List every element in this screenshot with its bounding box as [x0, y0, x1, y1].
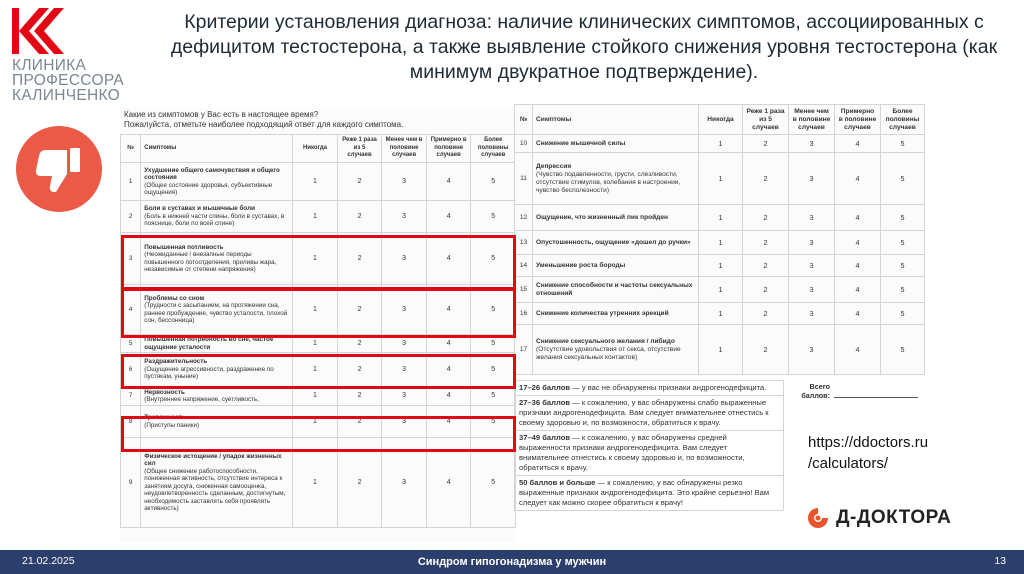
- score-option[interactable]: 1: [293, 335, 338, 353]
- symptom-name: Снижение способности и частоты сексуальных отношений: [536, 281, 693, 297]
- score-option[interactable]: 5: [881, 325, 925, 375]
- score-option[interactable]: 1: [293, 353, 338, 387]
- score-option[interactable]: 2: [337, 201, 382, 233]
- score-option[interactable]: 2: [743, 205, 789, 231]
- score-option[interactable]: 5: [881, 153, 925, 205]
- row-number: 7: [121, 387, 141, 406]
- table-row: [515, 277, 925, 303]
- row-number: 12: [515, 205, 533, 231]
- score-option[interactable]: 2: [743, 135, 789, 153]
- score-option[interactable]: 4: [426, 438, 471, 528]
- score-option[interactable]: 1: [699, 205, 743, 231]
- score-option[interactable]: 4: [426, 387, 471, 406]
- thumbs-down-badge: [16, 126, 102, 212]
- score-option[interactable]: 3: [789, 255, 835, 277]
- symptoms-table-right: [514, 104, 925, 375]
- score-option[interactable]: 4: [426, 335, 471, 353]
- logo-line-3: КАЛИНЧЕНКО: [12, 87, 120, 104]
- score-option[interactable]: 1: [699, 303, 743, 325]
- score-option[interactable]: 1: [699, 153, 743, 205]
- score-option[interactable]: 5: [471, 163, 516, 201]
- header-about-half: Примерно в половине случаев: [835, 105, 881, 135]
- score-option[interactable]: 2: [743, 255, 789, 277]
- row-number: 4: [121, 285, 141, 335]
- row-number: 10: [515, 135, 533, 153]
- slide-title: Критерии установления диагноза: наличие клинических симптомов, ассоциированных с дефицитом тестостерона, а также выявление стойкого снижения уровня тестостерона (как минимум двукратное подтверждение).: [170, 11, 998, 83]
- ddoctors-logo-icon: [806, 506, 830, 530]
- score-range-1: [514, 380, 784, 396]
- row-number: 11: [515, 153, 533, 205]
- score-option[interactable]: 3: [789, 325, 835, 375]
- questionnaire-right: [514, 104, 924, 375]
- logo-line-1: КЛИНИКА: [12, 57, 87, 74]
- table-row: [515, 205, 925, 231]
- symptom-name: Тревожность: [144, 414, 186, 421]
- header-rarely: Реже 1 раза из 5 случаев: [743, 105, 789, 135]
- score-range-text: — к сожалению, у вас обнаружены средней выраженности признаки андрогенодефицита. Вам следует внимательнее отнестись к своему здоровью и, по возможности, обратиться к врачу.: [519, 433, 745, 472]
- score-option[interactable]: 4: [835, 277, 881, 303]
- symptom-description: (Трудности с засыпанием, на протяжении сна, раннее пробуждение, чувство усталости, плохой сон, бессонница): [144, 302, 288, 324]
- header-number: №: [515, 105, 533, 135]
- symptom-description: (Внутреннее напряжение, суетливость,: [144, 396, 260, 403]
- symptom-name: Боли в суставах и мышечные боли: [144, 205, 255, 213]
- score-option[interactable]: 4: [835, 303, 881, 325]
- score-interpretation: [514, 380, 784, 511]
- symptom-name: Физическое истощение / упадок жизненных сил: [144, 452, 282, 467]
- logo-line-2: ПРОФЕССОРА: [12, 72, 125, 89]
- score-range-4: [514, 476, 784, 511]
- intro-line-1: Какие из симптомов у Вас есть в настоящее время?: [124, 110, 319, 119]
- clinic-logo: [12, 8, 142, 103]
- row-number: 13: [515, 231, 533, 255]
- table-row: [515, 135, 925, 153]
- score-option[interactable]: 5: [881, 255, 925, 277]
- row-number: 15: [515, 277, 533, 303]
- footer-page-number: 13: [994, 555, 1006, 567]
- symptom-cell: [141, 163, 293, 201]
- symptom-name: Проблемы со сном: [144, 294, 205, 302]
- symptom-cell: [533, 303, 699, 325]
- score-option[interactable]: 2: [743, 153, 789, 205]
- questionnaire-intro: [120, 108, 516, 134]
- ddoctors-logo-text: Д-ДОКТОРА: [836, 507, 952, 528]
- symptom-name: Раздражительность: [144, 358, 208, 366]
- score-option[interactable]: 3: [382, 285, 427, 335]
- table-row: [515, 255, 925, 277]
- score-range-label: 27–36 баллов: [519, 398, 570, 407]
- score-option[interactable]: 3: [382, 438, 427, 528]
- thumbs-down-icon: [34, 146, 84, 194]
- score-option[interactable]: 1: [699, 255, 743, 277]
- score-option[interactable]: 4: [426, 406, 471, 438]
- header-less-half: Менее чем в половине случаев: [382, 135, 427, 163]
- score-option[interactable]: 5: [471, 285, 516, 335]
- header-number: №: [121, 135, 141, 163]
- symptom-cell: [533, 325, 699, 375]
- table-row: [515, 153, 925, 205]
- score-range-label: 17–26 баллов: [519, 383, 570, 392]
- symptom-description: (Отсутствие удовольствия от секса, отсутствие желания сексуальных контактов): [536, 345, 681, 361]
- symptom-name: Снижение мышечной силы: [536, 139, 626, 147]
- header-less-half: Менее чем в половине случаев: [789, 105, 835, 135]
- symptom-name: Депрессия: [536, 162, 572, 170]
- symptom-cell: [141, 201, 293, 233]
- row-number: 8: [121, 406, 141, 438]
- table-row: [121, 163, 516, 201]
- highlight-row-3: [121, 235, 516, 290]
- score-option[interactable]: 2: [337, 353, 382, 387]
- row-number: 2: [121, 201, 141, 233]
- table-header-row: [515, 105, 925, 135]
- ddoctors-logo: [806, 506, 951, 530]
- score-option[interactable]: 5: [881, 135, 925, 153]
- score-option[interactable]: 3: [382, 201, 427, 233]
- header-rarely: Реже 1 раза из 5 случаев: [337, 135, 382, 163]
- score-option[interactable]: 2: [337, 335, 382, 353]
- score-range-text: — у вас не обнаружены признаки андрогенодефицита.: [570, 383, 767, 392]
- score-range-3: [514, 431, 784, 476]
- total-score-label: Всего баллов:: [801, 382, 830, 400]
- score-option[interactable]: 4: [426, 201, 471, 233]
- symptom-name: Ухудшение общего самочувствия и общего состояния: [144, 166, 280, 181]
- row-number: 17: [515, 325, 533, 375]
- intro-line-2: Пожалуйста, отметьте наиболее подходящий ответ для каждого симптома.: [124, 120, 404, 129]
- symptom-description: (Боль в нижней части спины, боли в суставах, в пояснице, боли по всей спине): [144, 212, 285, 228]
- row-number: 6: [121, 353, 141, 387]
- symptom-description: (Неожиданные / внезапные периоды повышенного потоотделения, приливы жара, независимые от степени напряжения): [144, 251, 277, 273]
- score-option[interactable]: 5: [471, 201, 516, 233]
- symptom-name: Повышенная потребность во сне, частое ощущение усталости: [144, 336, 274, 351]
- header-never: Никогда: [293, 135, 338, 163]
- score-option[interactable]: 4: [426, 285, 471, 335]
- score-option[interactable]: 1: [293, 285, 338, 335]
- row-number: 5: [121, 335, 141, 353]
- symptom-description: (Общее состояние здоровья, субъективные ощущения): [144, 181, 273, 196]
- score-option[interactable]: 5: [881, 277, 925, 303]
- row-number: 14: [515, 255, 533, 277]
- link-line-1[interactable]: https://ddoctors.ru: [808, 434, 929, 451]
- highlight-row-8: [121, 416, 516, 452]
- symptom-cell: [533, 255, 699, 277]
- score-option[interactable]: 5: [471, 406, 516, 438]
- score-option[interactable]: 3: [382, 353, 427, 387]
- calculator-link[interactable]: [808, 432, 928, 474]
- symptom-cell: [141, 387, 293, 406]
- highlight-row-6: [121, 354, 516, 389]
- score-option[interactable]: 2: [743, 231, 789, 255]
- score-option[interactable]: 1: [699, 231, 743, 255]
- score-option[interactable]: 4: [426, 353, 471, 387]
- score-option[interactable]: 2: [337, 406, 382, 438]
- symptom-name: Опустошенность, ощущение «дошел до ручки»: [536, 238, 691, 246]
- score-option[interactable]: 3: [789, 135, 835, 153]
- footer-date: 21.02.2025: [22, 555, 75, 567]
- score-option[interactable]: 2: [743, 325, 789, 375]
- header-symptoms: Симптомы: [533, 105, 699, 135]
- score-range-text: — к сожалению, у вас обнаружены резко выраженные признаки андрогенодефицита. Это крайне серьезно! Вам следует как можно скорее обратиться к врачу!: [519, 478, 770, 507]
- header-never: Никогда: [699, 105, 743, 135]
- score-option[interactable]: 5: [471, 353, 516, 387]
- slide-footer: [0, 550, 1024, 574]
- score-option[interactable]: 5: [471, 438, 516, 528]
- score-option[interactable]: 5: [881, 303, 925, 325]
- score-option[interactable]: 5: [471, 387, 516, 406]
- symptom-cell: [533, 277, 699, 303]
- row-number: 9: [121, 438, 141, 528]
- score-option[interactable]: 1: [293, 233, 338, 285]
- score-option[interactable]: 4: [835, 231, 881, 255]
- score-option[interactable]: 3: [789, 231, 835, 255]
- header-symptoms: Симптомы: [141, 135, 293, 163]
- row-number: 16: [515, 303, 533, 325]
- table-row: [515, 231, 925, 255]
- score-option[interactable]: 3: [382, 233, 427, 285]
- symptom-description: (Чувство подавленности, грусти, слезливости, отсутствие стимулов, колебания в настроении, чувство бесполезности): [536, 170, 681, 194]
- score-option[interactable]: 1: [293, 438, 338, 528]
- score-option[interactable]: 3: [382, 387, 427, 406]
- symptom-name: Повышенная потливость: [144, 243, 224, 251]
- table-row: [515, 303, 925, 325]
- score-option[interactable]: 1: [699, 135, 743, 153]
- header-more-half: Более половины случаев: [471, 135, 516, 163]
- score-option[interactable]: 1: [699, 325, 743, 375]
- score-option[interactable]: 5: [881, 231, 925, 255]
- score-option[interactable]: 5: [881, 205, 925, 231]
- score-option[interactable]: 3: [789, 205, 835, 231]
- score-option[interactable]: 4: [835, 205, 881, 231]
- table-header-row: [121, 135, 516, 163]
- header-more-half: Более половины случаев: [881, 105, 925, 135]
- symptom-cell: [533, 153, 699, 205]
- symptom-name: Ощущение, что жизненный пик пройден: [536, 213, 669, 221]
- score-option[interactable]: 4: [835, 153, 881, 205]
- score-option[interactable]: 1: [699, 277, 743, 303]
- score-option[interactable]: 3: [382, 406, 427, 438]
- row-number: 1: [121, 163, 141, 201]
- score-option[interactable]: 3: [789, 277, 835, 303]
- score-option[interactable]: 2: [337, 163, 382, 201]
- link-line-2[interactable]: /calculators/: [808, 455, 889, 472]
- table-row: [121, 201, 516, 233]
- highlight-row-4: [121, 288, 516, 338]
- score-range-label: 37–49 баллов: [519, 433, 570, 442]
- header-about-half: Примерно в половине случаев: [426, 135, 471, 163]
- row-number: 3: [121, 233, 141, 285]
- symptom-cell: [533, 135, 699, 153]
- score-option[interactable]: 2: [337, 233, 382, 285]
- score-option[interactable]: 4: [426, 163, 471, 201]
- total-score-field[interactable]: [834, 397, 918, 398]
- score-option[interactable]: 1: [293, 387, 338, 406]
- footer-title: Синдром гипогонадизма у мужчин: [417, 556, 607, 568]
- score-option[interactable]: 5: [471, 335, 516, 353]
- score-option[interactable]: 3: [789, 153, 835, 205]
- clinic-logo-icon: [12, 8, 68, 54]
- score-option[interactable]: 2: [743, 303, 789, 325]
- score-option[interactable]: 4: [426, 233, 471, 285]
- symptom-name: Нервозность: [144, 388, 185, 396]
- symptom-description: (Приступы паники): [144, 421, 200, 429]
- table-row: [515, 325, 925, 375]
- symptom-description: (Общее снижение работоспособности, пониженная активность, отсутствие интереса к занятиям досуга, сниженная самооценка, неудовлетворенность сделанным, достигнутым, необходимость заставлять себя проявлять активность): [144, 467, 286, 512]
- score-option[interactable]: 3: [382, 335, 427, 353]
- score-option[interactable]: 4: [835, 255, 881, 277]
- score-option[interactable]: 1: [293, 406, 338, 438]
- score-option[interactable]: 2: [743, 277, 789, 303]
- symptom-name: Уменьшение роста бороды: [536, 261, 626, 269]
- score-option[interactable]: 2: [337, 285, 382, 335]
- score-range-2: [514, 396, 784, 431]
- symptom-cell: [533, 231, 699, 255]
- score-option[interactable]: 1: [293, 201, 338, 233]
- symptom-name: Снижение сексуального желания / либидо: [536, 337, 675, 345]
- symptom-name: Снижение количества утренних эрекций: [536, 309, 669, 317]
- score-option[interactable]: 2: [337, 438, 382, 528]
- score-option[interactable]: 4: [835, 325, 881, 375]
- score-option[interactable]: 4: [835, 135, 881, 153]
- clinic-logo-text: [12, 58, 142, 103]
- score-option[interactable]: 3: [382, 163, 427, 201]
- score-option[interactable]: 3: [789, 303, 835, 325]
- score-option[interactable]: 5: [471, 233, 516, 285]
- score-option[interactable]: 2: [337, 387, 382, 406]
- symptom-description: (Ощущение агрессивности, раздражение по пустякам, уныние): [144, 365, 274, 381]
- score-range-text: — к сожалению, у вас обнаружены слабо выраженные признаки андрогенодефицита. Вам следует внимательнее отнестись к своему здоровью и, по возможности, обратиться к врачу.: [519, 398, 769, 427]
- score-option[interactable]: 1: [293, 163, 338, 201]
- score-range-label: 50 баллов и больше: [519, 478, 596, 487]
- table-row: [121, 387, 516, 406]
- symptom-cell: [533, 205, 699, 231]
